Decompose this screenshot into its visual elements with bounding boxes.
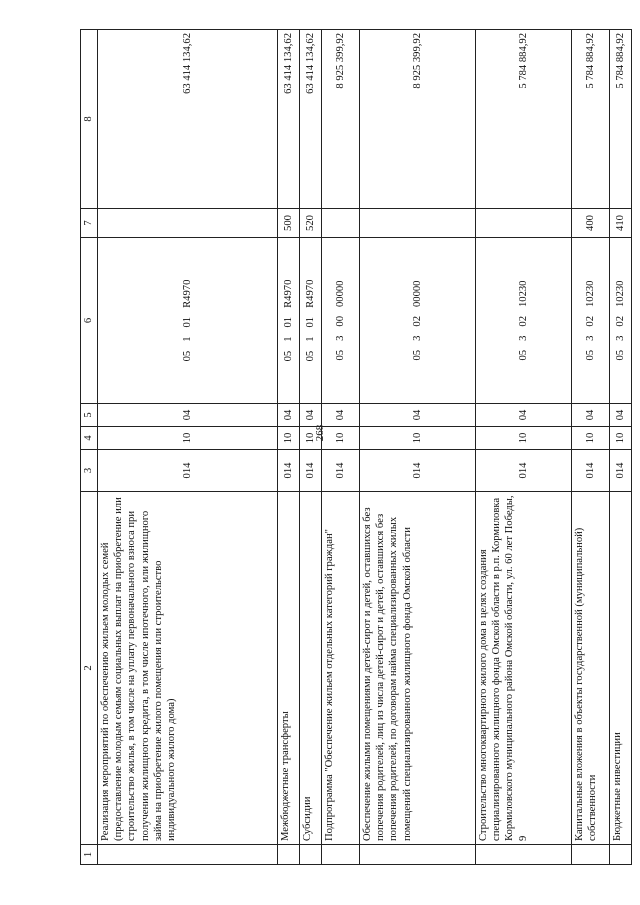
column-number: 2 <box>81 492 98 845</box>
expenditure-name: Обеспечение жилыми помещениями детей-сирот и детей, оставшихся без попечения родителей, лиц из числа детей-сирот и детей, оставшихся без попечения родителей, по договорам найма специализированных жилых помещений специализированного жилищного фонда Омской области <box>360 492 476 845</box>
table-row <box>360 30 476 865</box>
section-code: 10 <box>610 427 632 450</box>
expenditure-name: Субсидии <box>300 492 322 845</box>
admin-code: 014 <box>476 450 572 492</box>
page-number: 268 <box>314 424 326 442</box>
direction-code: R4970 <box>282 279 294 308</box>
column-number: 6 <box>81 238 98 404</box>
program-code: 05 <box>334 349 346 361</box>
direction-code: R4970 <box>304 279 316 308</box>
expense-type-code <box>322 209 360 238</box>
subsection-code: 04 <box>360 404 476 427</box>
target-article-code <box>476 238 572 404</box>
subprogram-code: 3 <box>334 335 346 341</box>
target-article-code <box>572 238 610 404</box>
admin-code: 014 <box>610 450 632 492</box>
column-number: 7 <box>81 209 98 238</box>
empty-cell <box>476 845 572 865</box>
target-article-code <box>278 238 300 404</box>
expense-type-code: 410 <box>610 209 632 238</box>
column-number: 8 <box>81 30 98 209</box>
program-code: 05 <box>181 350 193 362</box>
admin-code: 014 <box>300 450 322 492</box>
subprogram-code: 3 <box>411 335 423 341</box>
subprogram-code: 3 <box>517 335 529 341</box>
activity-code: 01 <box>181 316 193 328</box>
section-code: 10 <box>322 427 360 450</box>
target-article-code <box>610 238 632 404</box>
program-code: 05 <box>517 349 529 361</box>
budget-table <box>80 29 632 865</box>
subprogram-code: 3 <box>614 335 626 341</box>
section-code: 10 <box>98 427 278 450</box>
amount: 63 414 134,62 <box>278 30 300 209</box>
subsection-code: 04 <box>610 404 632 427</box>
program-code: 05 <box>411 349 423 361</box>
direction-code: R4970 <box>181 279 193 308</box>
table-row <box>278 30 300 865</box>
admin-code: 014 <box>360 450 476 492</box>
column-number: 3 <box>81 450 98 492</box>
amount: 8 925 399,92 <box>322 30 360 209</box>
subprogram-code: 3 <box>584 335 596 341</box>
subsection-code: 04 <box>476 404 572 427</box>
subprogram-code: 1 <box>304 336 316 342</box>
expenditure-name: Межбюджетные трансферты <box>278 492 300 845</box>
program-code: 05 <box>304 350 316 362</box>
amount: 63 414 134,62 <box>300 30 322 209</box>
amount: 5 784 884,92 <box>476 30 572 209</box>
expenditure-name: Реализация мероприятий по обеспечению жильем молодых семей (предоставление молодым семьям социальных выплат на приобретение или строительство жилья, в том числе на уплату первоначального взноса при получении жилищного кредита, в том числе ипотечного, или жилищного займа на приобретение жилого помещения или строительство индивидуального жилого дома) <box>98 492 278 845</box>
expenditure-name: Капитальные вложения в объекты государственной (муниципальной) собственности <box>572 492 610 845</box>
expense-type-code <box>360 209 476 238</box>
program-code: 05 <box>584 349 596 361</box>
table-wrapper <box>80 30 626 865</box>
empty-cell <box>322 845 360 865</box>
table-row <box>98 30 278 865</box>
subsection-code: 04 <box>278 404 300 427</box>
column-number: 1 <box>81 845 98 865</box>
table-row <box>610 30 632 865</box>
expense-type-code: 520 <box>300 209 322 238</box>
subsection-code: 04 <box>572 404 610 427</box>
empty-cell <box>300 845 322 865</box>
expense-type-code: 400 <box>572 209 610 238</box>
admin-code: 014 <box>98 450 278 492</box>
activity-code: 01 <box>304 316 316 328</box>
table-row <box>322 30 360 865</box>
empty-cell <box>278 845 300 865</box>
expense-type-code: 500 <box>278 209 300 238</box>
program-code: 05 <box>614 349 626 361</box>
table-body <box>98 30 632 865</box>
column-number: 5 <box>81 404 98 427</box>
activity-code: 02 <box>411 316 423 327</box>
admin-code: 014 <box>278 450 300 492</box>
subprogram-code: 1 <box>181 336 193 342</box>
direction-code: 10230 <box>614 280 626 307</box>
expense-type-code <box>476 209 572 238</box>
column-number-row <box>81 30 98 865</box>
activity-code: 02 <box>517 316 529 327</box>
target-article-code <box>360 238 476 404</box>
target-article-code <box>322 238 360 404</box>
direction-code: 10230 <box>584 280 596 307</box>
admin-code: 014 <box>322 450 360 492</box>
section-code: 10 <box>278 427 300 450</box>
empty-cell <box>610 845 632 865</box>
rotated-page <box>80 30 626 865</box>
activity-code: 00 <box>334 316 346 327</box>
activity-code: 01 <box>282 316 294 328</box>
subsection-code: 04 <box>322 404 360 427</box>
program-code: 05 <box>282 350 294 362</box>
section-code: 10 <box>360 427 476 450</box>
direction-code: 00000 <box>334 280 346 307</box>
table-row <box>300 30 322 865</box>
expenditure-name: Бюджетные инвестиции <box>610 492 632 845</box>
table-row <box>476 30 572 865</box>
expenditure-name: Строительство многоквартирного жилого дома в целях создания специализированного жилищного фонда Омской области в р.п. Кормиловка Кормиловского муниципального района Омской области, ул. 60 лет Победы, 9 <box>476 492 572 845</box>
section-code: 10 <box>300 427 322 450</box>
subprogram-code: 1 <box>282 336 294 342</box>
table-row <box>572 30 610 865</box>
amount: 5 784 884,92 <box>610 30 632 209</box>
section-code: 10 <box>476 427 572 450</box>
amount: 5 784 884,92 <box>572 30 610 209</box>
column-number: 4 <box>81 427 98 450</box>
activity-code: 02 <box>614 316 626 327</box>
subsection-code: 04 <box>98 404 278 427</box>
empty-cell <box>98 845 278 865</box>
activity-code: 02 <box>584 316 596 327</box>
amount: 63 414 134,62 <box>98 30 278 209</box>
direction-code: 00000 <box>411 280 423 307</box>
amount: 8 925 399,92 <box>360 30 476 209</box>
target-article-code <box>98 238 278 404</box>
direction-code: 10230 <box>517 280 529 307</box>
section-code: 10 <box>572 427 610 450</box>
admin-code: 014 <box>572 450 610 492</box>
empty-cell <box>572 845 610 865</box>
target-article-code <box>300 238 322 404</box>
empty-cell <box>360 845 476 865</box>
expense-type-code <box>98 209 278 238</box>
subsection-code: 04 <box>300 404 322 427</box>
expenditure-name: Подпрограмма "Обеспечение жильем отдельных категорий граждан" <box>322 492 360 845</box>
